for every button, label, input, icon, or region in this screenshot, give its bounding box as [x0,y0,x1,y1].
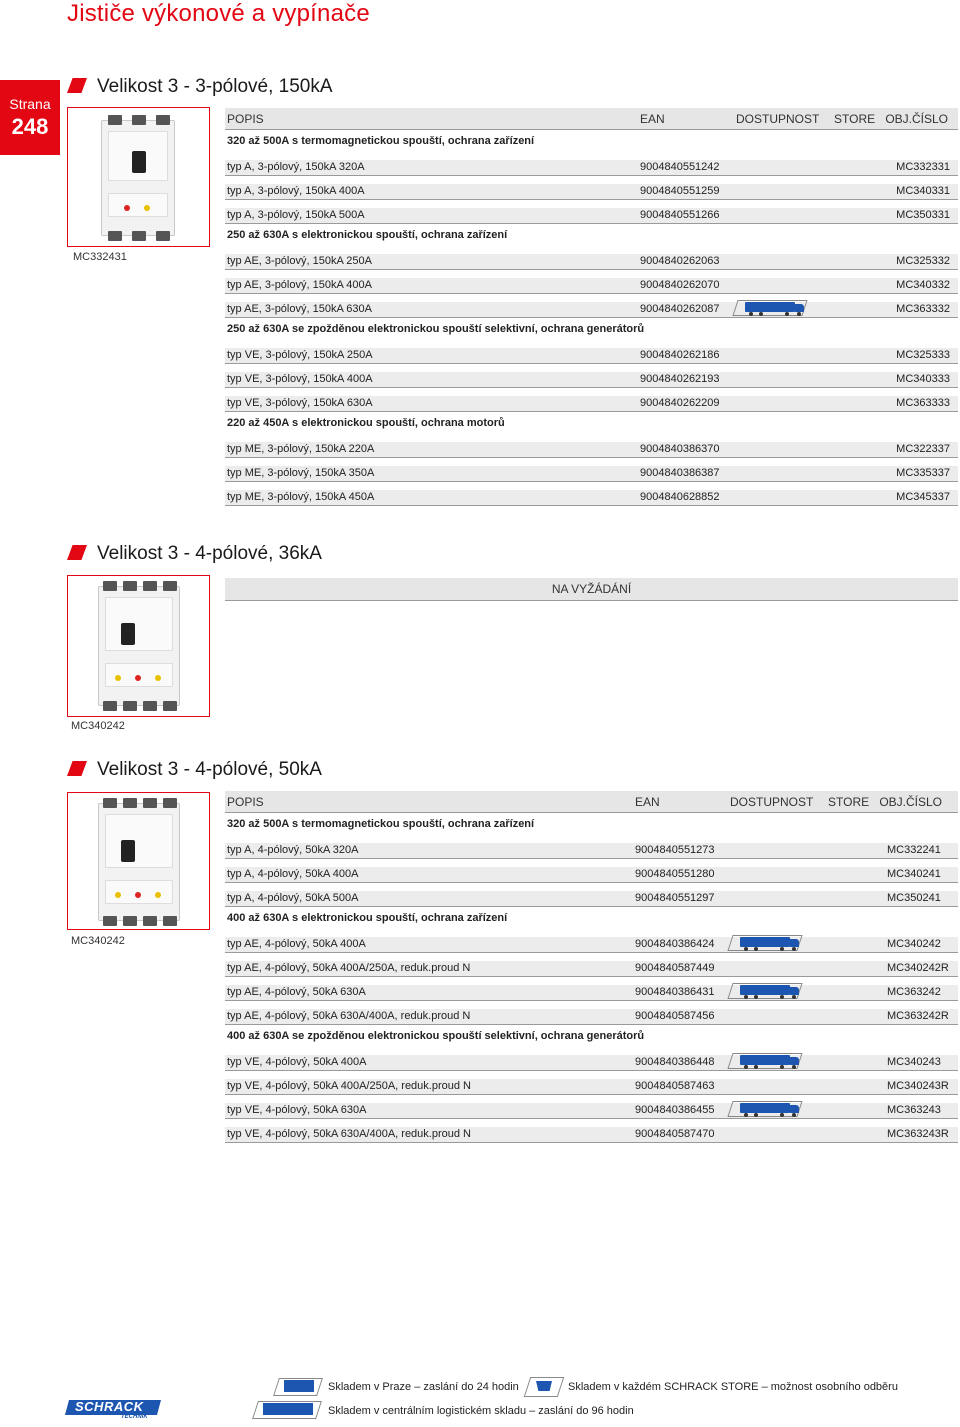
breaker-image [101,120,175,236]
table-row: typ ME, 3-pólový, 150kA 450A 9004840628852 MC345337 [225,482,958,506]
header-store: STORE [828,795,870,809]
product-code-label: MC340242 [71,720,125,732]
header-popis: POPIS [227,112,264,126]
table-row: typ AE, 3-pólový, 150kA 630A 9004840262087 MC363332 [225,294,958,318]
truck-icon [730,1101,800,1117]
product-image-frame [67,792,210,930]
table-row: typ VE, 3-pólový, 150kA 630A 9004840262209 MC363333 [225,388,958,412]
table-row: typ ME, 3-pólový, 150kA 350A 9004840386387 MC335337 [225,458,958,482]
truck-icon [730,983,800,999]
product-table-4p-50ka [225,791,958,1143]
section-title-4p-36ka: Velikost 3 - 4-pólové, 36kA [67,543,322,565]
table-row: typ A, 3-pólový, 150kA 400A 9004840551259 MC340331 [225,176,958,200]
header-store: STORE [834,112,876,126]
table-row: typ A, 4-pólový, 50kA 400A 9004840551280 MC340241 [225,859,958,883]
group-heading: 320 až 500A s termomagnetickou spouští, ochrana zařízení [227,135,535,147]
group-heading: 400 až 630A se zpožděnou elektronickou spouští selektivní, ochrana generátorů [227,1030,645,1042]
legend-praha: Skladem v Praze – zaslání do 24 hodin [328,1381,519,1393]
table-row: typ VE, 4-pólový, 50kA 630A 9004840386455 MC363243 [225,1095,958,1119]
table-row: typ VE, 3-pólový, 150kA 250A 9004840262186 MC325333 [225,340,958,364]
page-number-tab [0,80,60,155]
table-row: typ VE, 3-pólový, 150kA 400A 9004840262193 MC340333 [225,364,958,388]
header-dostupnost: DOSTUPNOST [730,795,814,809]
table-row: typ AE, 4-pólový, 50kA 400A/250A, reduk.proud N 9004840587449 MC340242R [225,953,958,977]
table-row: typ A, 4-pólový, 50kA 320A 9004840551273 MC332241 [225,835,958,859]
group-heading: 400 až 630A s elektronickou spouští, ochrana zařízení [227,912,508,924]
table-row: typ A, 3-pólový, 150kA 320A 9004840551242 MC332331 [225,152,958,176]
product-image-frame [67,575,210,717]
on-request-banner: NA VYŽÁDÁNÍ [225,578,958,601]
table-header [225,108,958,130]
table-row: typ A, 4-pólový, 50kA 500A 9004840551297 MC350241 [225,883,958,907]
section-marker-icon [67,545,87,560]
table-header [225,791,958,813]
section-title-3p-150ka: Velikost 3 - 3-pólové, 150kA [67,76,333,98]
legend-store: Skladem v každém SCHRACK STORE – možnost osobního odběru [568,1381,898,1393]
truck-small-icon [276,1378,320,1396]
truck-icon [730,935,800,951]
group-heading: 220 až 450A s elektronickou spouští, ochrana motorů [227,417,505,429]
product-table-3p-150ka [225,108,958,506]
header-ean: EAN [640,112,665,126]
header-obj: OBJ.ČÍSLO [885,112,948,126]
header-dostupnost: DOSTUPNOST [736,112,820,126]
page-label: Strana [9,96,51,112]
table-row: typ AE, 3-pólový, 150kA 400A 9004840262070 MC340332 [225,270,958,294]
breaker-image [98,586,180,706]
group-heading: 320 až 500A s termomagnetickou spouští, ochrana zařízení [227,818,535,830]
table-row: typ VE, 4-pólový, 50kA 400A/250A, reduk.proud N 9004840587463 MC340243R [225,1071,958,1095]
table-row: typ A, 3-pólový, 150kA 500A 9004840551266 MC350331 [225,200,958,224]
page-title: Jističe výkonové a vypínače [67,0,370,27]
table-row: typ AE, 4-pólový, 50kA 400A 9004840386424 MC340242 [225,929,958,953]
truck-icon [735,300,805,316]
table-row: typ AE, 3-pólový, 150kA 250A 9004840262063 MC325332 [225,246,958,270]
breaker-image [98,803,180,921]
group-heading: 250 až 630A s elektronickou spouští, ochrana zařízení [227,229,508,241]
schrack-logo: SCHRACK TECHNIK [67,1397,159,1421]
legend-central: Skladem v centrálním logistickém skladu – zaslání do 96 hodin [328,1405,634,1417]
product-image-frame [67,107,210,247]
table-row: typ AE, 4-pólový, 50kA 630A 9004840386431 MC363242 [225,977,958,1001]
table-row: typ VE, 4-pólový, 50kA 400A 9004840386448 MC340243 [225,1047,958,1071]
table-row: typ ME, 3-pólový, 150kA 220A 9004840386370 MC322337 [225,434,958,458]
cart-icon [527,1377,561,1397]
product-code-label: MC332431 [73,251,127,263]
page-number: 248 [11,114,49,139]
header-obj: OBJ.ČÍSLO [879,795,942,809]
truck-large-icon [255,1401,319,1419]
table-row: typ AE, 4-pólový, 50kA 630A/400A, reduk.proud N 9004840587456 MC363242R [225,1001,958,1025]
header-ean: EAN [635,795,660,809]
section-title-4p-50ka: Velikost 3 - 4-pólové, 50kA [67,759,322,781]
section-marker-icon [67,78,87,93]
truck-icon [730,1053,800,1069]
group-heading: 250 až 630A se zpožděnou elektronickou spouští selektivní, ochrana generátorů [227,323,645,335]
header-popis: POPIS [227,795,264,809]
section-marker-icon [67,761,87,776]
table-row: typ VE, 4-pólový, 50kA 630A/400A, reduk.proud N 9004840587470 MC363243R [225,1119,958,1143]
product-code-label: MC340242 [71,935,125,947]
